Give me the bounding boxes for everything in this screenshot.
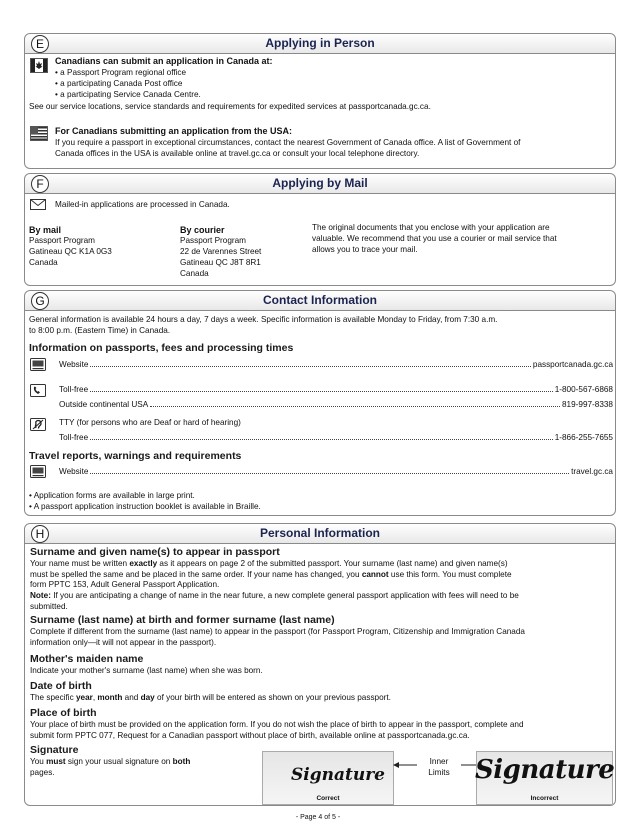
- canada-heading: Canadians can submit an application in Canada at:: [55, 56, 273, 66]
- passports-heading: Information on passports, fees and processing times: [29, 342, 294, 354]
- section-contact-information: [24, 290, 616, 516]
- text-run: and: [122, 693, 141, 702]
- leader-dots: [90, 432, 553, 440]
- text-run: The specific: [30, 693, 76, 702]
- section-letter: G: [31, 292, 49, 310]
- note-line: [30, 591, 519, 602]
- signature-line: pages.: [30, 767, 55, 777]
- canada-item-text: a participating Service Canada Centre.: [60, 90, 201, 99]
- emphasis-run: must: [46, 757, 66, 766]
- section-header: [25, 34, 615, 54]
- section-title: Applying in Person: [265, 36, 375, 50]
- tty-ear-icon: [30, 418, 46, 431]
- emphasis-run: exactly: [129, 559, 158, 568]
- inner-limits-word: Limits: [428, 768, 450, 777]
- canada-item-text: a participating Canada Post office: [60, 79, 183, 88]
- courier-address-line: Passport Program: [180, 236, 246, 245]
- envelope-icon: [30, 198, 46, 211]
- signature-heading: Signature: [30, 744, 79, 756]
- outside-usa-label: Outside continental USA: [59, 400, 149, 409]
- signature-sample-text: Signature: [291, 765, 385, 785]
- section-letter: E: [31, 35, 49, 53]
- section-title: Contact Information: [263, 293, 377, 307]
- usa-text-line: Canada offices in the USA is available online at travel.gc.ca or consult your local telephone directory.: [55, 149, 420, 158]
- dob-line: [30, 693, 391, 704]
- usa-heading: For Canadians submitting an application from the USA:: [55, 126, 293, 136]
- computer-icon: [30, 358, 46, 371]
- dob-heading: Date of birth: [30, 680, 92, 692]
- by-mail-heading: By mail: [29, 225, 62, 235]
- section-header: [25, 524, 615, 544]
- bullet-note: • Application forms are available in large print.: [29, 491, 195, 500]
- website-label: Website: [59, 360, 89, 369]
- pob-line: Your place of birth must be provided on the application form. If you do not wish the place of birth to appear in the passport, complete and: [30, 720, 524, 729]
- mail-note-line: allows you to trace your mail.: [312, 245, 418, 254]
- canada-note: See our service locations, service standards and requirements for expedited services at passportcanada.gc.ca.: [29, 102, 431, 111]
- section-header: [25, 291, 615, 311]
- signature-sample-text: Signature: [475, 755, 615, 785]
- mail-address-line: Canada: [29, 258, 58, 267]
- website-row: [59, 359, 613, 370]
- travel-website-link[interactable]: travel.gc.ca: [571, 467, 613, 476]
- emphasis-run: month: [97, 693, 123, 702]
- usa-text-line: If you require a passport in exceptional circumstances, contact the nearest Government of Canada office. A list of Government of: [55, 138, 521, 147]
- computer-icon: [30, 465, 46, 478]
- bullet-note: • A passport application instruction booklet is available in Braille.: [29, 502, 261, 511]
- tty-label: TTY (for persons who are Deaf or hard of hearing): [59, 418, 241, 427]
- tollfree-row: [59, 384, 613, 395]
- pob-line: submit form PPTC 077, Request for a Canadian passport without place of birth, available online at passportcanada.gc.ca.: [30, 730, 470, 740]
- section-applying-in-person: [24, 33, 616, 169]
- section-applying-by-mail: [24, 173, 616, 286]
- general-info-line: General information is available 24 hours a day, 7 days a week. Specific information is available Monday to Friday, from 7:30 a.m.: [29, 315, 498, 324]
- inner-limits-label: [419, 756, 459, 778]
- mail-address-line: Gatineau QC K1A 0G3: [29, 247, 112, 256]
- travel-website-row: [59, 466, 613, 477]
- by-courier-heading: By courier: [180, 225, 225, 235]
- left-arrow-icon: [393, 761, 417, 769]
- text-run: You: [30, 757, 47, 766]
- mail-note-line: valuable. We recommend that you use a courier or mail service that: [312, 234, 557, 243]
- note-line: submitted.: [30, 601, 68, 611]
- page-footer: - Page 4 of 5 -: [295, 814, 341, 821]
- birth-surname-line: Complete if different from the surname (last name) to appear in the passport (for Passport Program, Citizenship and Immigration Canada: [30, 627, 525, 636]
- canada-item: • a participating Service Canada Centre.: [55, 90, 201, 99]
- bullet-note-text: Application forms are available in large print.: [33, 491, 195, 500]
- bullet-note-text: A passport application instruction booklet is available in Braille.: [33, 502, 261, 511]
- emphasis-run: both: [172, 757, 191, 766]
- correct-signature-sample: [262, 751, 394, 805]
- birth-surname-line: information only—it will not appear in the passport).: [30, 637, 217, 647]
- section-letter: F: [31, 175, 49, 193]
- outside-usa-number[interactable]: 819-997-8338: [562, 400, 613, 409]
- leader-dots: [90, 466, 569, 474]
- tty-tollfree-number[interactable]: 1-866-255-7655: [554, 433, 613, 442]
- text-run: Your name must be written: [30, 559, 130, 568]
- canada-flag-icon: [30, 58, 48, 73]
- surname-heading: Surname and given name(s) to appear in passport: [30, 546, 280, 558]
- travel-heading: Travel reports, warnings and requirements: [29, 450, 242, 462]
- inner-limits-word: Inner: [429, 757, 449, 766]
- courier-address-line: Gatineau QC J8T 8R1: [180, 258, 261, 267]
- surname-text-line: [30, 570, 512, 581]
- leader-dots: [150, 399, 560, 407]
- canada-item-text: a Passport Program regional office: [60, 68, 187, 77]
- text-run: use this form. You must complete: [388, 569, 512, 579]
- text-run: ,: [92, 693, 98, 702]
- incorrect-label: Incorrect: [530, 795, 559, 802]
- section-personal-information: [24, 523, 616, 806]
- courier-address-line: Canada: [180, 269, 209, 278]
- text-run: If you are anticipating a change of name in the near future, a new complete general passport application with fees will need to be: [50, 591, 519, 600]
- section-letter: H: [31, 525, 49, 543]
- section-header: [25, 174, 615, 194]
- mail-address-line: Passport Program: [29, 236, 95, 245]
- pob-heading: Place of birth: [30, 707, 97, 719]
- general-info-line: to 8:00 p.m. (Eastern Time) in Canada.: [29, 326, 171, 335]
- section-title: Applying by Mail: [272, 176, 368, 190]
- text-run: of your birth will be entered as shown on your previous passport.: [154, 693, 391, 702]
- leader-dots: [90, 384, 553, 392]
- text-run: must be spelled the same and be placed in the same order. If your name has changed, you: [30, 569, 362, 579]
- signature-line: [30, 757, 190, 768]
- mail-intro: Mailed-in applications are processed in Canada.: [55, 200, 230, 209]
- birth-surname-heading: Surname (last name) at birth and former surname (last name): [30, 614, 335, 626]
- tty-tollfree-row: [59, 432, 613, 443]
- tollfree-label: Toll-free: [59, 385, 89, 394]
- surname-text-line: [30, 559, 508, 570]
- outside-usa-row: [59, 399, 613, 410]
- emphasis-run: day: [140, 693, 155, 702]
- maiden-name-heading: Mother's maiden name: [30, 653, 144, 665]
- travel-website-label: Website: [59, 467, 89, 476]
- mail-note-line: The original documents that you enclose with your application are: [312, 223, 550, 232]
- note-label: Note:: [30, 591, 51, 600]
- tty-tollfree-label: Toll-free: [59, 433, 89, 442]
- emphasis-run: cannot: [361, 569, 389, 579]
- courier-address-line: 22 de Varennes Street: [180, 247, 262, 256]
- section-title: Personal Information: [259, 526, 381, 540]
- surname-text-line: form PPTC 153, Adult General Passport Application.: [30, 580, 220, 589]
- leader-dots: [90, 359, 530, 367]
- tollfree-number[interactable]: 1-800-567-6868: [554, 385, 613, 394]
- usa-flag-icon: [30, 126, 48, 141]
- phone-icon: [30, 384, 46, 397]
- canada-item: • a Passport Program regional office: [55, 68, 187, 77]
- emphasis-run: year: [75, 693, 93, 702]
- canada-item: • a participating Canada Post office: [55, 79, 183, 88]
- text-run: sign your usual signature on: [65, 757, 173, 766]
- correct-label: Correct: [316, 795, 340, 802]
- incorrect-signature-sample: [476, 751, 613, 805]
- maiden-name-line: Indicate your mother's surname (last name) when she was born.: [30, 666, 263, 675]
- text-run: as it appears on page 2 of the submitted passport. Your surname (last name) and given name(s): [157, 559, 508, 568]
- website-link[interactable]: passportcanada.gc.ca: [532, 360, 613, 369]
